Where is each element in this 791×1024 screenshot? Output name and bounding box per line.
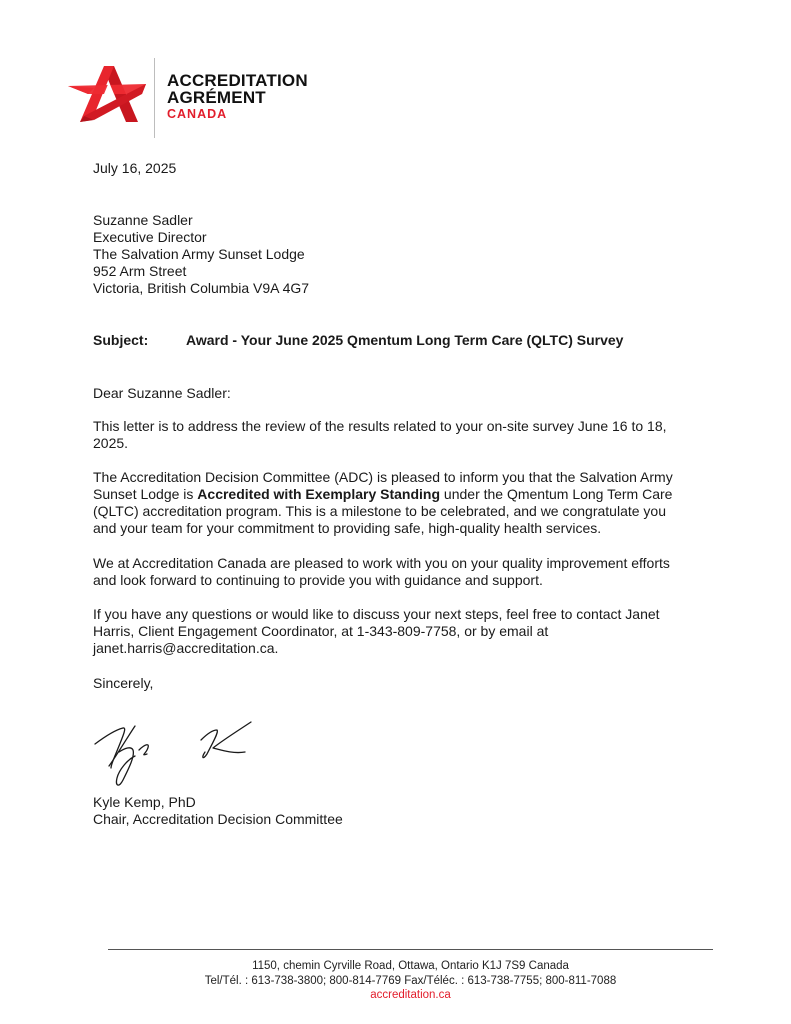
star-a-icon: [68, 64, 146, 124]
paragraph-text: .: [274, 640, 279, 656]
logo-line-accreditation: ACCREDITATION: [167, 71, 308, 90]
signer-title: Chair, Accreditation Decision Committee: [93, 811, 343, 827]
footer: [108, 959, 713, 1003]
recipient-address: [93, 212, 309, 297]
subject-label: Subject:: [93, 332, 149, 348]
paragraph-quality-improvement: We at Accreditation Canada are pleased to work with you on your quality improvement efforts and look forward to continuing to provide you with guidance and support.: [93, 555, 670, 588]
subject-text: Award - Your June 2025 Qmentum Long Term Care (QLTC) Survey: [186, 332, 624, 348]
paragraph-text: If you have any questions or would like to discuss your next steps, feel free to contact Janet Harris, Client Engagement Coordinator, at 1-343-809-7758, or by email at: [93, 606, 660, 639]
subject-line: [93, 332, 693, 349]
signer-block: [93, 794, 343, 828]
accreditation-canada-logo: [66, 58, 326, 140]
footer-phones: Tel/Tél. : 613-738-3800; 800-814-7769 Fax/Téléc. : 613-738-7755; 800-811-7088: [204, 974, 617, 987]
closing: Sincerely,: [93, 675, 154, 691]
paragraph-accreditation-decision: [93, 469, 693, 537]
recipient-title: Executive Director: [93, 229, 207, 245]
recipient-name: Suzanne Sadler: [93, 212, 193, 228]
salutation: Dear Suzanne Sadler:: [93, 385, 231, 401]
signature-image: [93, 716, 263, 791]
paragraph-contact: [93, 606, 693, 657]
contact-email[interactable]: janet.harris@accreditation.ca: [93, 640, 275, 656]
signer-name: Kyle Kemp, PhD: [93, 794, 196, 810]
footer-address: 1150, chemin Cyrville Road, Ottawa, Ontario K1J 7S9 Canada: [252, 960, 569, 972]
footer-divider: [108, 949, 713, 950]
logo-divider: [154, 58, 155, 138]
logo-line-agrement: AGRÉMENT: [167, 88, 266, 107]
paragraph-text: under the Qmentum Long Term Care (QLTC) accreditation program. This is a milestone to be celebrated, and we congratulate you and your team for your commitment to providing safe, high-quality health services.: [93, 486, 673, 536]
recipient-organization: The Salvation Army Sunset Lodge: [93, 246, 305, 262]
letter-date: July 16, 2025: [93, 160, 177, 176]
logo-wordmark: [167, 72, 308, 123]
logo-line-canada: CANADA: [167, 107, 228, 121]
footer-website-link[interactable]: accreditation.ca: [370, 989, 451, 1001]
recipient-city: Victoria, British Columbia V9A 4G7: [93, 280, 310, 296]
paragraph-survey-review: This letter is to address the review of the results related to your on-site survey June 16 to 18, 2025.: [93, 418, 667, 451]
accreditation-status: Accredited with Exemplary Standing: [197, 486, 441, 502]
recipient-street: 952 Arm Street: [93, 263, 187, 279]
paragraph-text: The Accreditation Decision Committee (ADC) is pleased to inform you that the Salvation Army Sunset Lodge is: [93, 469, 673, 502]
